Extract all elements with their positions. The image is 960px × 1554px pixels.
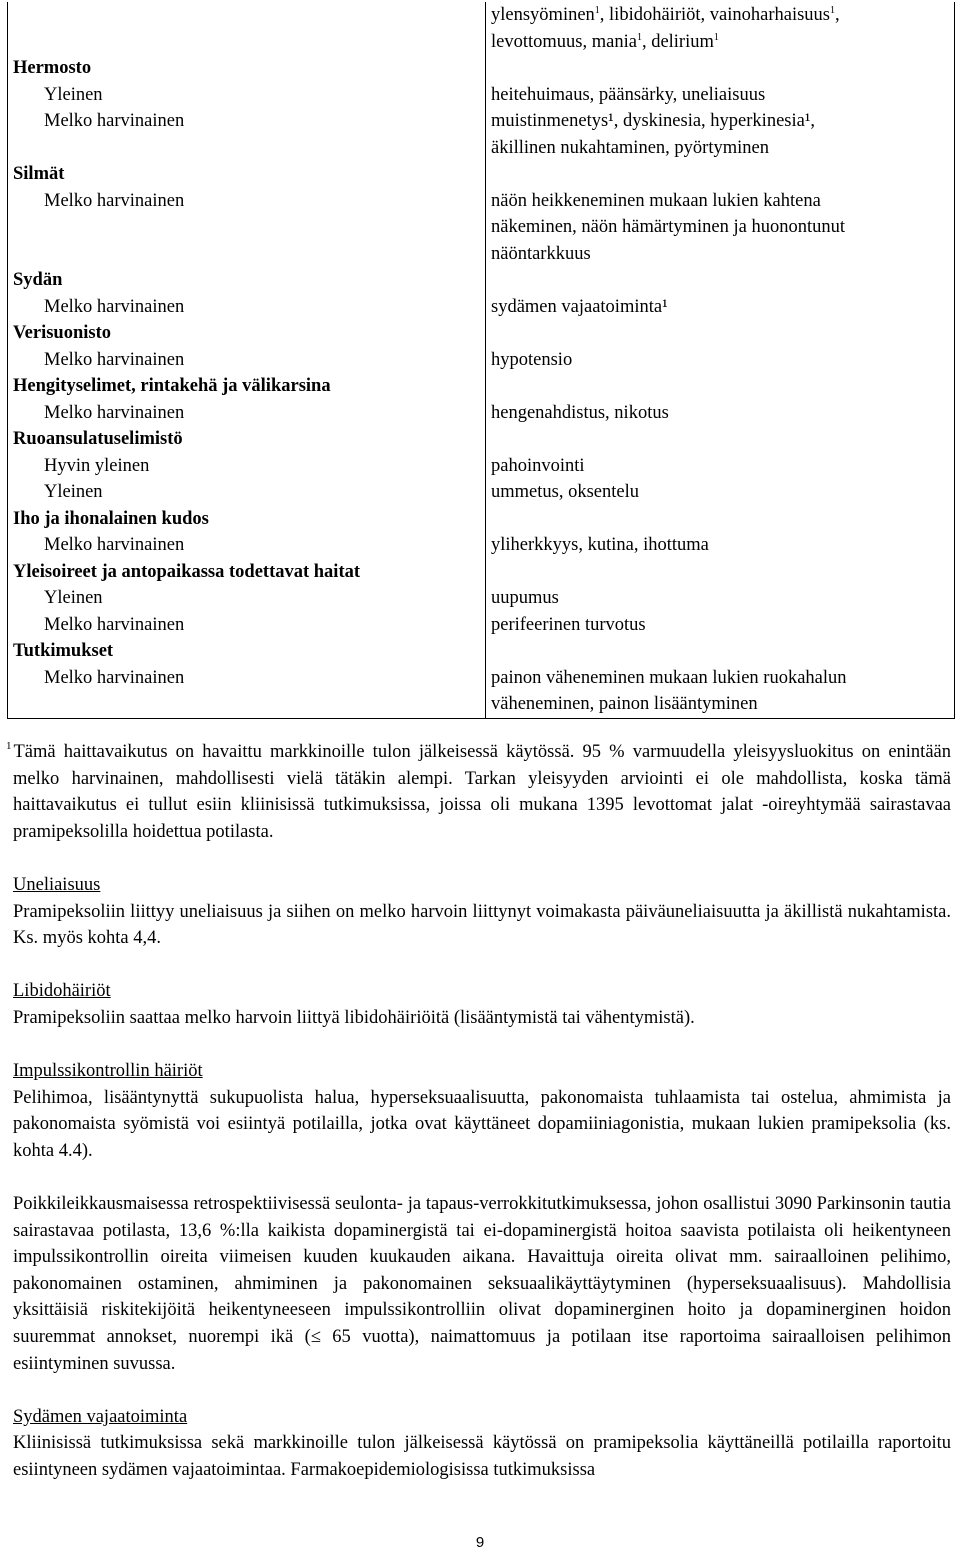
frequency-cell: Melko harvinainen: [44, 349, 185, 370]
effect-cell: [485, 82, 954, 109]
organ-class-title: Hermosto: [13, 58, 92, 78]
organ-class-title: Tutkimukset: [13, 641, 114, 661]
section-header-row: [8, 373, 954, 400]
effect-cell: [485, 585, 954, 612]
table-row: [8, 347, 954, 374]
effect-line: äkillinen nukahtaminen, pyörtyminen: [491, 137, 769, 158]
organ-class-title: Sydän: [13, 270, 63, 290]
table-row: [8, 108, 954, 161]
frequency-cell: Melko harvinainen: [44, 667, 185, 688]
frequency-cell: Melko harvinainen: [44, 402, 185, 423]
organ-class-title: Hengityselimet, rintakehä ja välikarsina: [13, 376, 331, 396]
section-heading: Impulssikontrollin häiriöt: [13, 1061, 203, 1082]
table-body: [8, 55, 954, 718]
organ-class-title: Verisuonisto: [13, 323, 112, 343]
effect-line: yliherkkyys, kutina, ihottuma: [491, 535, 709, 555]
table-row: [8, 2, 954, 55]
section-libido: Libidohäiriöt Pramipeksoliin saattaa melko harvoin liittyä libidohäiriöitä (lisääntymistä tai vähentymistä).: [13, 981, 695, 1028]
section-heading: Sydämen vajaatoiminta: [13, 1406, 188, 1427]
effect-line: heitehuimaus, päänsärky, uneliaisuus: [491, 84, 766, 105]
organ-class-title: Silmät: [13, 164, 65, 184]
effect-cell: [485, 453, 954, 480]
effect-line: perifeerinen turvotus: [491, 614, 646, 635]
effect-line: pahoinvointi: [491, 455, 585, 476]
section-header-row: [8, 267, 954, 294]
effect-cell: ylensyöminen$^1$, libidohäiriöt, vainoharhaisuus$^1$, levottomuus, mania$^1$, delirium$^1$: [491, 5, 840, 52]
effect-cell: [485, 665, 954, 718]
effect-line: näön heikkeneminen mukaan lukien kahtena: [491, 190, 821, 211]
effect-cell: [485, 188, 954, 268]
section-header-row: [8, 55, 954, 82]
effect-line: hypotensio: [491, 349, 573, 370]
effect-line: väheneminen, painon lisääntyminen: [491, 694, 758, 714]
effect-line: näkeminen, näön hämärtyminen ja huonontunut: [491, 217, 845, 237]
effect-line: ummetus, oksentelu: [491, 482, 639, 502]
effect-cell: [485, 532, 954, 559]
frequency-cell: Melko harvinainen: [44, 535, 185, 555]
organ-class-title: Ruoansulatuselimistö: [13, 429, 183, 449]
section-heading: Uneliaisuus: [13, 874, 101, 895]
table-row: [8, 400, 954, 427]
frequency-cell: Melko harvinainen: [44, 111, 185, 131]
section-impulssi: Impulssikontrollin häiriöt Pelihimoa, lisääntynyttä sukupuolista halua, hyperseksuaalisuutta, pakonomaista tuhlaamista tai ostelua, ahmimista ja pakonomaista syömistä voi esiintyä potilailla, jotka ovat käyttäneet dopamiiniagonistia, mukaan lukien pramipeksolia (ks. kohta 4.4).: [13, 1061, 951, 1161]
effect-line: uupumus: [491, 588, 559, 608]
effect-cell: [485, 612, 954, 639]
section-header-row: [8, 559, 954, 586]
organ-class-title: Yleisoireet ja antopaikassa todettavat haitat: [13, 561, 361, 582]
table-row: [8, 665, 954, 718]
table-row: [8, 479, 954, 506]
frequency-cell: Yleinen: [44, 588, 103, 608]
table-column-divider: [485, 2, 486, 718]
table-row: [8, 585, 954, 612]
table-row: [8, 453, 954, 480]
frequency-cell: Melko harvinainen: [44, 614, 185, 635]
section-uneliaisuus: Uneliaisuus Pramipeksoliin liittyy uneliaisuus ja siihen on melko harvoin liittynyt voimakasta päiväuneliaisuutta ja äkillistä nukahtamista. Ks. myös kohta 4,4.: [13, 874, 951, 949]
organ-class-title: Iho ja ihonalainen kudos: [13, 508, 209, 529]
section-header-row: [8, 320, 954, 347]
table-row: [8, 294, 954, 321]
effect-line: hengenahdistus, nikotus: [491, 402, 669, 423]
footnote: $^1$ Tämä haittavaikutus on havaittu markkinoille tulon jälkeisessä käytössä. 95 % varmuudella yleisyysluokitus on enintään melko harvinainen, mahdollisesti vielä tätäkin alempi. Tarkan yleisyyden arviointi ei ole mahdollista, koska tämä haittavaikutus ei tullut esiin kliinisissä tutkimuksissa, joissa oli mukana 1395 levottomat jalat -oireyhtymää sairastavaa pramipeksolilla hoidettua potilasta.: [6, 740, 951, 842]
effect-line: sydämen vajaatoiminta¹: [491, 296, 668, 317]
effect-line: näöntarkkuus: [491, 243, 591, 264]
document-body: [6, 733, 951, 1510]
effect-cell: [485, 294, 954, 321]
adverse-effects-table: [7, 2, 955, 719]
section-heading: Libidohäiriöt: [13, 981, 111, 1002]
frequency-cell: Yleinen: [44, 84, 103, 105]
section-sydan: Sydämen vajaatoiminta Kliinisissä tutkimuksissa sekä markkinoille tulon jälkeisessä käytössä on pramipeksolia käyttäneillä potilailla raportoitu esiintyneen sydämen vajaatoimintaa. Farmakoepidemiologisissa tutkimuksissa: [13, 1406, 951, 1481]
section-header-row: [8, 506, 954, 533]
effect-cell: [485, 479, 954, 506]
effect-cell: [485, 347, 954, 374]
effect-cell: [485, 108, 954, 161]
section-header-row: [8, 161, 954, 188]
effect-line: muistinmenetys¹, dyskinesia, hyperkinesia¹,: [491, 111, 816, 131]
table-row: [8, 612, 954, 639]
effect-cell: [485, 400, 954, 427]
table-row: [8, 188, 954, 268]
frequency-cell: Melko harvinainen: [44, 296, 185, 317]
section-poikkileikkaus: Poikkileikkausmaisessa retrospektiivisessä seulonta- ja tapaus-verrokkitutkimuksessa, johon osallistui 3090 Parkinsonin tautia sairastavaa potilasta, 13,6 %:lla kaikista dopaminergistä tai ei-dopaminergistä hoitoa saavista potilaista oli heikentyneen impulssikontrollin oireita viimeisen kuuden kuukauden aikana. Havaittuja oireita olivat mm. sairaalloinen pelihimo, pakonomainen ostaminen, ahmiminen ja pakonomainen seksuaalikäyttäytyminen (hyperseksuaalisuus). Mahdollisia yksittäisiä riskitekijöitä heikentyneeseen impulssikontrolliin olivat dopaminerginen hoito ja dopaminerginen hoidon suuremmat annokset, nuorempi ikä (≤ 65 vuotta), naimattomuus ja potilaan itse raportoima sairaalloisen pelihimon esiintyminen suvussa.: [13, 1194, 951, 1374]
frequency-cell: Melko harvinainen: [44, 190, 185, 211]
frequency-cell: Yleinen: [44, 482, 103, 502]
section-header-row: [8, 426, 954, 453]
effect-line: painon väheneminen mukaan lukien ruokahalun: [491, 667, 847, 688]
table-row: [8, 532, 954, 559]
page-number: 9: [475, 1534, 485, 1551]
section-header-row: [8, 638, 954, 665]
frequency-cell: Hyvin yleinen: [44, 455, 150, 476]
table-row: [8, 82, 954, 109]
